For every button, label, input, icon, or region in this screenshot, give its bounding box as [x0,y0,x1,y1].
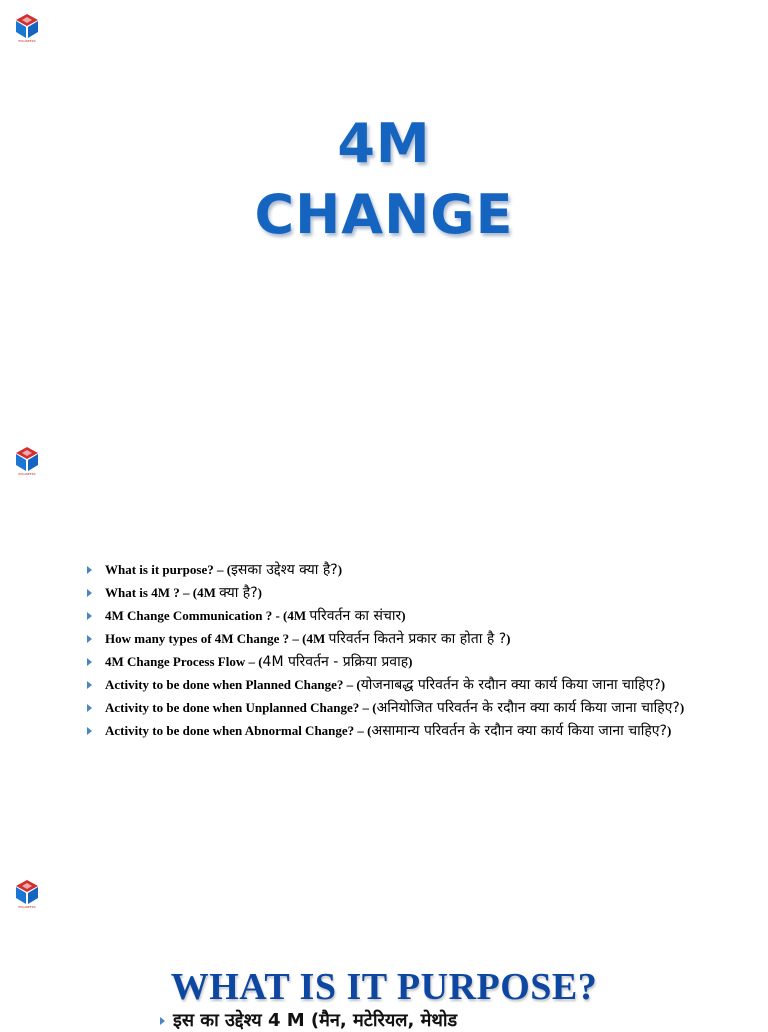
agenda-item-en: What is it purpose? – ( [105,562,232,577]
agenda-item [85,677,685,694]
agenda-item-en: What is 4M ? – (4M [105,585,220,600]
agenda-list [85,562,685,746]
purpose-line [160,1008,720,1032]
agenda-item-en: Activity to be done when Planned Change? – ( [105,677,361,692]
agenda-item-tail: ) [408,654,413,669]
agenda-item-tail: ) [401,608,406,623]
logo-cube-icon [12,445,42,473]
bullet-arrow-icon [87,566,92,574]
agenda-item [85,608,685,625]
agenda-item-tail: ) [257,585,263,600]
agenda-item-tail: ) [666,723,672,738]
agenda-item-tail: ) [660,677,666,692]
agenda-item-tail: ) [337,562,343,577]
slide-title-line-2: CHANGE [254,183,514,246]
bullet-arrow-icon [87,589,92,597]
company-logo [12,878,42,918]
agenda-item [85,631,685,648]
agenda-item-en: Activity to be done when Abnormal Change? – ( [105,723,372,738]
bullet-arrow-icon [87,704,92,712]
agenda-item-hi: योजनाबद्ध परिवर्तन के रदौान क्या कार्य किया जाना चाहिए? [360,677,661,693]
purpose-line-text: इस का उद्देश्य 4 M (मैन, मटेरियल, मेथोड [173,1010,458,1031]
bullet-arrow-icon [87,612,92,620]
bullet-arrow-icon [87,658,92,666]
bullet-arrow-icon [87,727,92,735]
bullet-arrow-icon [87,681,92,689]
company-logo [12,12,42,52]
agenda-item [85,723,685,740]
logo-brand-text: ENGINEERS [18,39,36,43]
logo-cube-icon [12,12,42,40]
agenda-item-en: How many types of 4M Change ? – (4M [105,631,329,646]
agenda-item-tail: ) [506,631,511,646]
agenda-item [85,654,685,671]
slide-title-line-1: 4M [337,112,431,175]
agenda-item-hi: परिवर्तन का संचार [309,608,402,624]
agenda-item-en: 4M Change Communication ? - (4M [105,608,310,623]
agenda-item [85,562,685,579]
agenda-item-hi: अनियोजित परिवर्तन के रदौान क्या कार्य किया जाना चाहिए? [376,700,680,716]
bullet-arrow-icon [87,635,92,643]
agenda-item-hi: 4M परिवर्तन - प्रक्रिया प्रवाह [262,654,409,670]
logo-brand-text: ENGINEERS [18,472,36,476]
agenda-item-en: 4M Change Process Flow – ( [105,654,263,669]
agenda-item-hi: क्या है? [219,585,258,601]
logo-brand-text: ENGINEERS [18,905,36,909]
agenda-item-en: Activity to be done when Unplanned Change? – ( [105,700,377,715]
agenda-item [85,585,685,602]
agenda-item-hi: परिवर्तन कितने प्रकार का होता है ? [328,631,507,647]
agenda-item [85,700,685,717]
purpose-heading: WHAT IS IT PURPOSE? [170,966,598,1008]
agenda-item-tail: ) [679,700,685,715]
company-logo [12,445,42,485]
agenda-item-hi: इसका उद्देश्य क्या है? [231,562,338,578]
logo-cube-icon [12,878,42,906]
agenda-item-hi: असामान्य परिवर्तन के रदौान क्या कार्य किया जाना चाहिए? [371,723,667,739]
